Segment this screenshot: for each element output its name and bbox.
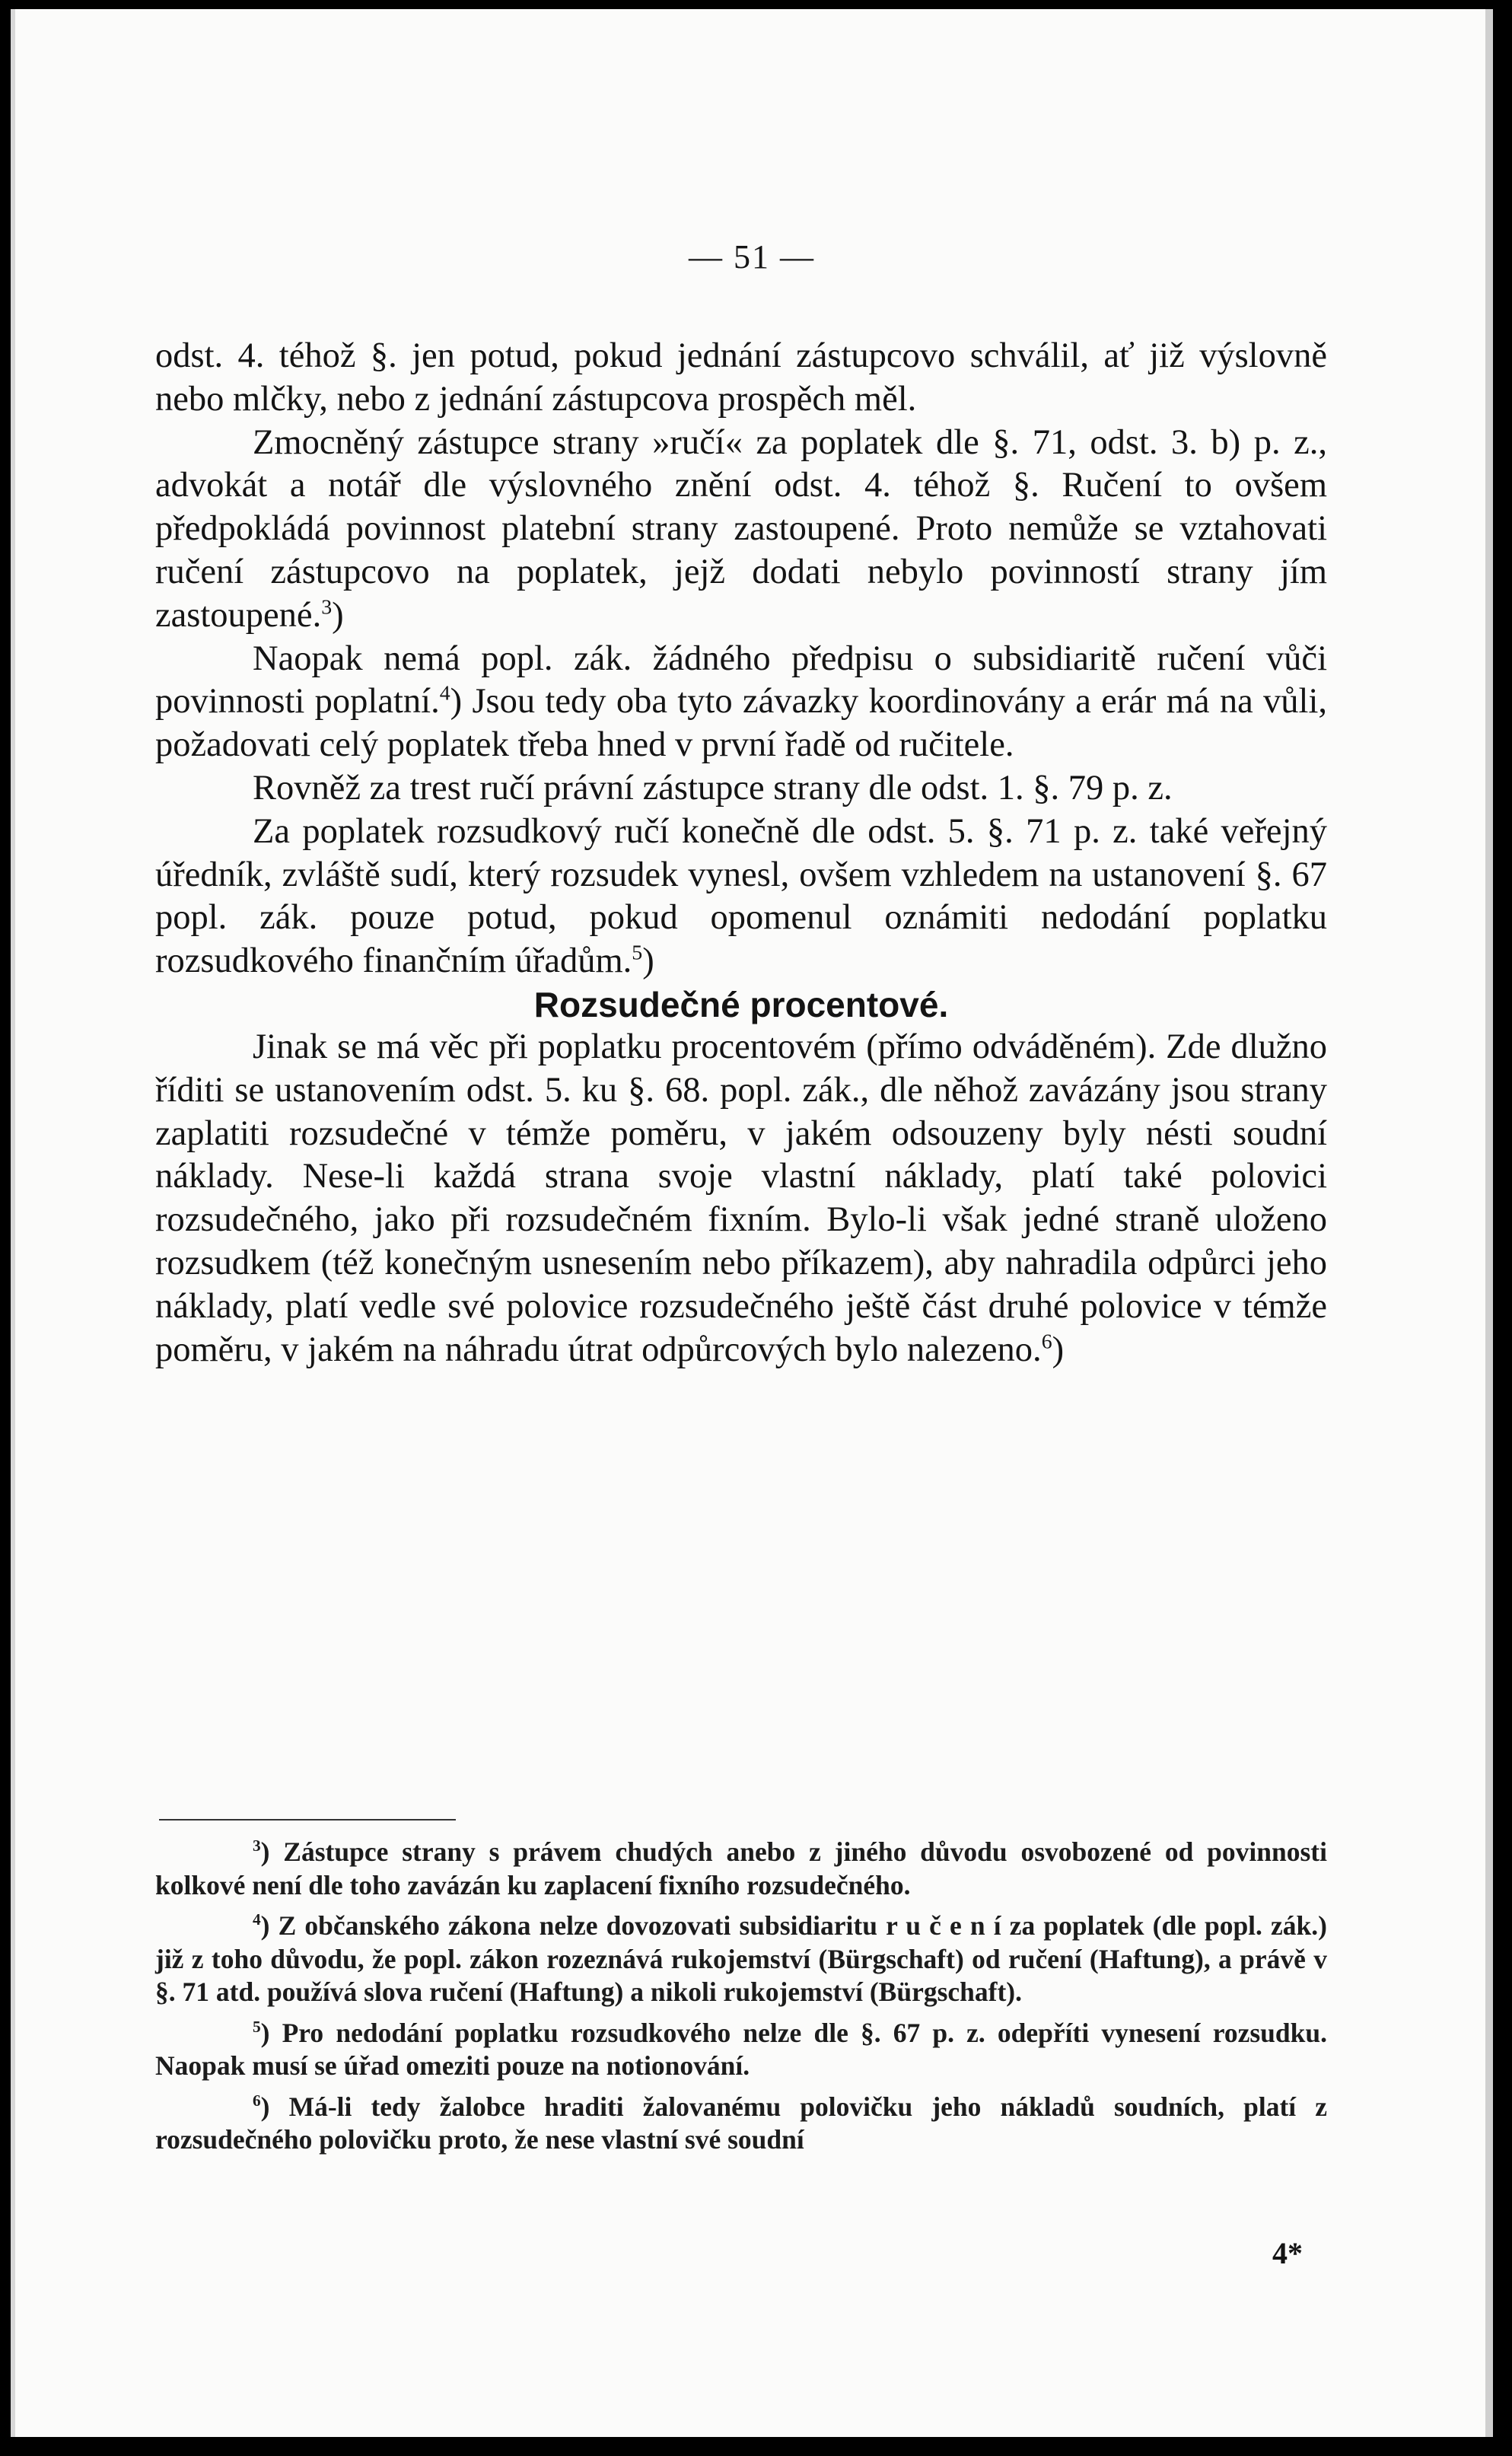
paragraph-3 [155, 638, 1327, 767]
page-left-edge [11, 9, 15, 2437]
paragraph-5-text: Za poplatek rozsudkový ručí konečně dle odst. 5. §. 71 p. z. také veřejný úředník, zvláště sudí, který rozsudek vynesl, ovšem vzhledem na ustanovení §. 67 popl. zák. pouze potud, pokud opomenul oznámiti nedodání poplatku rozsudkového finančním úřadům. [155, 811, 1327, 981]
paragraph-5: Za poplatek rozsudkový ručí konečně dle odst. 5. §. 71 p. z. také veřejný úředník, zvláště sudí, který rozsudek vynesl, ovšem vzhledem na ustanovení §. 67 popl. zák. pouze potud, pokud opomenul oznámiti nedodání poplatku rozsudkového finančním úřadům.$^5$) [155, 811, 1327, 981]
footnote-6 [155, 2091, 1327, 2157]
footnote-ref-5: 5 [632, 941, 643, 965]
footnote-3-text: ) Zástupce strany s právem chudých anebo z jiného důvodu osvobozené od povinnosti kolkové není dle toho zavázán ku zaplacení fixního rozsudečného. [155, 1836, 1327, 1900]
paragraph-1: odst. 4. téhož §. jen potud, pokud jednání zástupcovo schválil, ať již výslovně nebo mlčky, nebo z jednání zástupcova prospěch měl. [155, 336, 1327, 419]
footnote-5 [155, 2017, 1327, 2083]
footnote-ref-6: 6 [1041, 1330, 1052, 1354]
footnote-divider [159, 1819, 456, 1820]
paragraph-2-text: Zmocněný zástupce strany »ručí« za poplatek dle §. 71, odst. 3. b) p. z., advokát a notář dle výslovného znění odst. 4. téhož §. Ručení to ovšem předpokládá povinnost platební strany zastoupené. Proto nemůže se vztahovati ručení zástupcovo na poplatek, jejž dodati nebylo povinností strany jím zastoupené. [155, 422, 1327, 635]
footnote-4-marker: 4 [253, 1910, 261, 1929]
footnote-5-text: ) Pro nedodání poplatku rozsudkového nelze dle §. 67 p. z. odepříti vynesení rozsudku. Naopak musí se úřad omeziti pouze na notionování. [155, 2017, 1327, 2081]
footnotes [155, 1836, 1327, 2165]
footnote-6-text: ) Má-li tedy žalobce hraditi žalovanému polovičku jeho nákladů soudních, platí z rozsudečného polovičku proto, že nese vlastní své soudní [155, 2091, 1327, 2155]
paragraph-6: Jinak se má věc při poplatku procentovém (přímo odváděném). Zde dlužno říditi se ustanovením odst. 5. ku §. 68. popl. zák., dle něhož zavázány jsou strany zaplatiti rozsudečné v témže poměru, v jakém odsouzeny byly nésti soudní náklady. Nese-li každá strana svoje vlastní náklady, platí také polovici rozsudečného, jako při rozsudečném fixním. Bylo-li však jedné straně uloženo rozsudkem (též konečným usnesením nebo příkazem), aby nahradila odpůrci jeho náklady, platí vedle své polovice rozsudečného ještě část druhé polovice v témže poměru, v jakém na náhradu útrat odpůrcových bylo nalezeno.$^6$) [155, 1027, 1327, 1369]
section-heading: Rozsudečné procentové. [533, 984, 949, 1024]
main-text [155, 335, 1327, 1371]
footnote-6-marker: 6 [253, 2091, 261, 2110]
footnote-5-marker: 5 [253, 2017, 261, 2036]
footnote-4-text: ) Z občanského zákona nelze dovozovati subsidiaritu r u č e n í za poplatek (dle popl. zák.) již z toho důvodu, že popl. zákon rozeznává rukojemství (Bürgschaft) od ručení (Haftung), a právě v §. 71 atd. používá slova ručení (Haftung) a nikoli rukojemství (Bürgschaft). [155, 1910, 1327, 2007]
paragraph-4: Rovněž za trest ručí právní zástupce strany dle odst. 1. §. 79 p. z. [253, 768, 1173, 808]
footnote-ref-4: 4 [439, 681, 450, 706]
paragraph-2: Zmocněný zástupce strany »ručí« za poplatek dle §. 71, odst. 3. b) p. z., advokát a notář dle výslovného znění odst. 4. téhož §. Ručení to ovšem předpokládá povinnost platební strany zastoupené. Proto nemůže se vztahovati ručení zástupcovo na poplatek, jejž dodati nebylo povinností strany jím zastoupené.$^3$) [155, 422, 1327, 635]
book-page [11, 9, 1493, 2437]
footnote-3-marker: 3 [253, 1836, 261, 1856]
paragraph-6-text: Jinak se má věc při poplatku procentovém (přímo odváděném). Zde dlužno říditi se ustanovením odst. 5. ku §. 68. popl. zák., dle něhož zavázány jsou strany zaplatiti rozsudečné v témže poměru, v jakém odsouzeny byly nésti soudní náklady. Nese-li každá strana svoje vlastní náklady, platí také polovici rozsudečného, jako při rozsudečném fixním. Bylo-li však jedné straně uloženo rozsudkem (též konečným usnesením nebo příkazem), aby nahradila odpůrci jeho náklady, platí vedle své polovice rozsudečného ještě část druhé polovice v témže poměru, v jakém na náhradu útrat odpůrcových bylo nalezeno. [155, 1027, 1327, 1369]
paragraph-3-text-a: Naopak nemá popl. zák. žádného předpisu o subsidiaritě ručení vůči povinnosti poplatní. [155, 639, 1327, 722]
footnote-ref-3: 3 [321, 595, 333, 620]
page-number: — 51 — [689, 238, 815, 276]
footnote-4 [155, 1910, 1327, 2009]
footnote-3 [155, 1836, 1327, 1902]
paragraph-3-text-b: ) Jsou tedy oba tyto závazky koordinovány a erár má na vůli, požadovati celý poplatek třeba hned v první řadě od ručitele. [155, 682, 1328, 765]
page-right-edge [1485, 9, 1493, 2437]
printer-signature-mark: 4* [1272, 2236, 1303, 2270]
